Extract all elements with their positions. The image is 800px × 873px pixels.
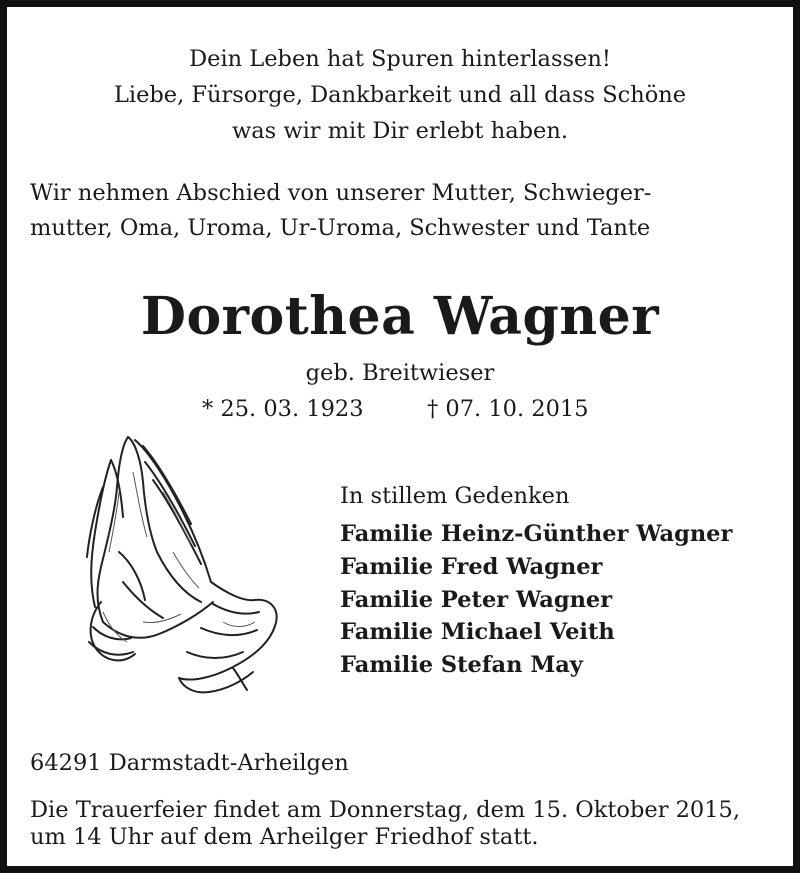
mourner-family: Familie Peter Wagner (340, 587, 613, 613)
poem-line-3: was wir mit Dir erlebt haben. (231, 118, 569, 144)
deceased-name: Dorothea Wagner (140, 286, 660, 347)
mourner-family: Familie Fred Wagner (340, 554, 603, 580)
mourner-family: Familie Stefan May (340, 652, 583, 678)
praying-hands-icon (83, 432, 283, 700)
birth-date: * 25. 03. 1923 (202, 396, 364, 422)
service-line-1: Die Trauerfeier findet am Donnerstag, dem 15. Oktober 2015, (30, 797, 741, 823)
poem-line-2: Liebe, Fürsorge, Dankbarkeit und all dass Schöne (113, 82, 687, 108)
farewell-line-1: Wir nehmen Abschied von unserer Mutter, Schwieger- (30, 180, 652, 206)
death-date: † 07. 10. 2015 (427, 396, 589, 422)
address: 64291 Darmstadt-Arheilgen (30, 750, 349, 776)
service-line-2: um 14 Uhr auf dem Arheilger Friedhof statt. (30, 824, 539, 850)
mourner-family: Familie Heinz-Günther Wagner (340, 521, 733, 547)
maiden-name: geb. Breitwieser (305, 360, 495, 386)
mourner-family: Familie Michael Veith (340, 619, 615, 645)
mourners-intro: In stillem Gedenken (340, 483, 570, 509)
farewell-line-2: mutter, Oma, Uroma, Ur-Uroma, Schwester und Tante (30, 215, 651, 241)
poem-line-1: Dein Leben hat Spuren hinterlassen! (189, 46, 611, 72)
